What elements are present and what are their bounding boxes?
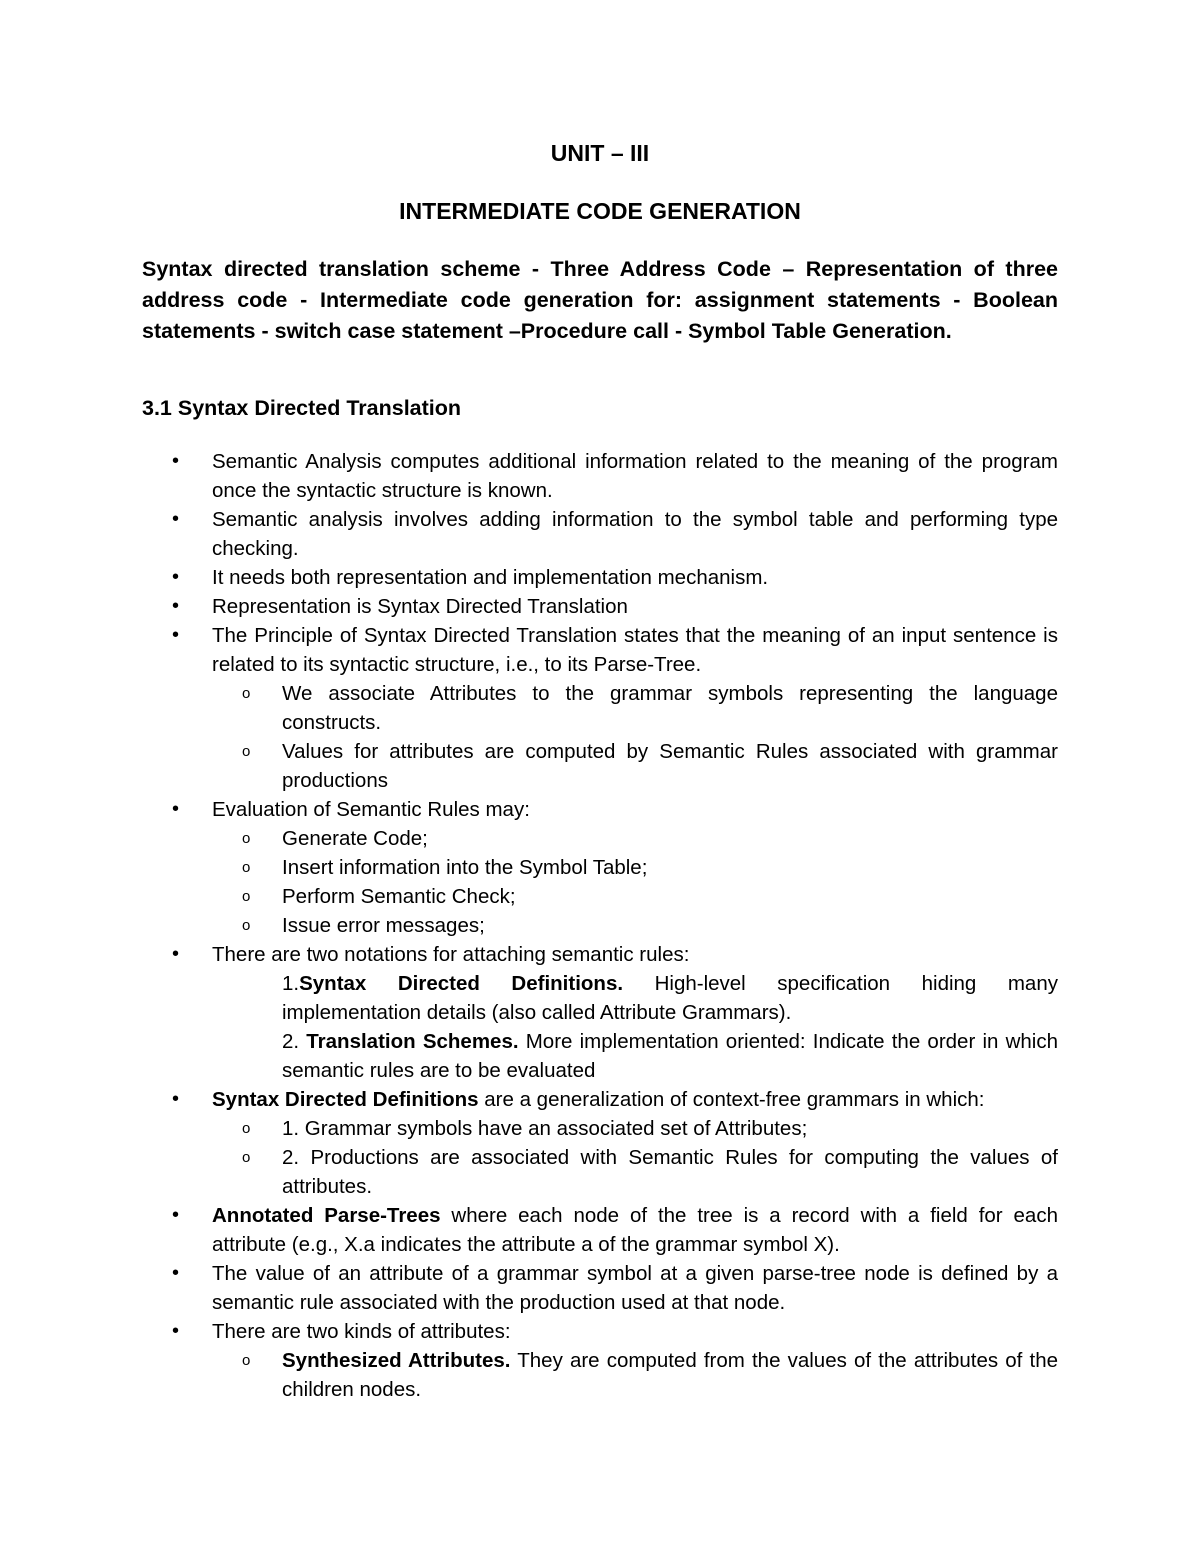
list-item: • Semantic Analysis computes additional information related to the meaning of the program once the syntactic structure is known. [172, 447, 1058, 505]
numbered-term: Translation Schemes. [306, 1030, 519, 1053]
list-item: • Evaluation of Semantic Rules may: [172, 795, 1058, 824]
sub-list-item: o Insert information into the Symbol Table; [242, 853, 1058, 882]
list-item: • There are two notations for attaching semantic rules: [172, 940, 1058, 969]
list-item: • It needs both representation and implementation mechanism. [172, 563, 1058, 592]
numbered-item-1 [282, 969, 1058, 998]
list-item: • Representation is Syntax Directed Translation [172, 592, 1058, 621]
numbered-term: Syntax Directed Definitions. [299, 972, 624, 995]
list-item [172, 1201, 1058, 1259]
sub-list-item: o Perform Semantic Check; [242, 882, 1058, 911]
numbered-prefix: 2. [282, 1030, 307, 1053]
sub-list-item: o Values for attributes are computed by Semantic Rules associated with grammar productions [242, 737, 1058, 795]
list-item: • There are two kinds of attributes: [172, 1317, 1058, 1346]
syllabus-paragraph: Syntax directed translation scheme - Three Address Code – Representation of three address code - Intermediate code generation for: assignment statements - Boolean statements - switch case statement –Procedure call - Symbol Table Generation. [142, 257, 1058, 343]
list-item [172, 1085, 1058, 1114]
bold-term: Annotated Parse-Trees [212, 1204, 441, 1227]
bold-term: Synthesized Attributes. [282, 1349, 511, 1372]
numbered-text: High-level specification hiding many [623, 972, 1058, 995]
item-text: where each node of the tree is a record with a field for each attribute (e.g., X.a indicates the attribute a of the grammar symbol X). [212, 1204, 1058, 1256]
item-text: They are computed from the values of the attributes of the children nodes. [282, 1349, 1058, 1401]
sub-list-item [242, 1346, 1058, 1404]
unit-heading: UNIT – III [550, 140, 650, 166]
content-list [172, 447, 1058, 1404]
sub-list-item: o 2. Productions are associated with Semantic Rules for computing the values of attributes. [242, 1143, 1058, 1201]
numbered-text: More implementation oriented: Indicate the order in which semantic rules are to be evaluated [282, 1030, 1058, 1082]
section-title: 3.1 Syntax Directed Translation [142, 396, 462, 420]
numbered-prefix: 1. [282, 972, 300, 995]
list-item: • The value of an attribute of a grammar symbol at a given parse-tree node is defined by a semantic rule associated with the production used at that node. [172, 1259, 1058, 1317]
sub-list-item: o 1. Grammar symbols have an associated set of Attributes; [242, 1114, 1058, 1143]
sub-list-item: o We associate Attributes to the grammar symbols representing the language constructs. [242, 679, 1058, 737]
list-item: • Semantic analysis involves adding information to the symbol table and performing type checking. [172, 505, 1058, 563]
sub-list-item: o Issue error messages; [242, 911, 1058, 940]
sub-list-item: o Generate Code; [242, 824, 1058, 853]
numbered-item-2 [282, 1027, 1058, 1085]
numbered-item-1-continued: implementation details (also called Attribute Grammars). [282, 1001, 792, 1024]
item-text: are a generalization of context-free grammars in which: [478, 1088, 985, 1111]
bold-term: Syntax Directed Definitions [212, 1088, 479, 1111]
chapter-title: INTERMEDIATE CODE GENERATION [399, 198, 801, 224]
list-item: • The Principle of Syntax Directed Translation states that the meaning of an input sentence is related to its syntactic structure, i.e., to its Parse-Tree. [172, 621, 1058, 679]
